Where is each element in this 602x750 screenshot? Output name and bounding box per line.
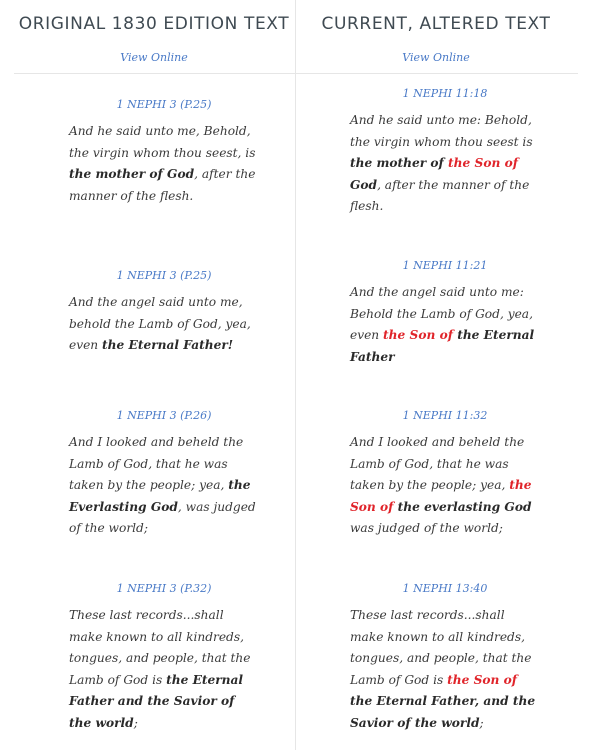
altered-entry-2-ref[interactable]: 1 NEPHI 11:21 [402, 259, 488, 272]
original-view-online-link[interactable]: View Online [120, 51, 188, 64]
original-entry-2-passage [69, 292, 259, 357]
passage-text: , was judged of the world; [69, 499, 256, 535]
emphasized-text: the Eternal Father [350, 328, 535, 364]
original-entry-2 [69, 268, 259, 357]
altered-entry-2 [350, 258, 540, 368]
original-column-title: ORIGINAL 1830 EDITION TEXT [18, 14, 290, 34]
altered-entry-1-passage [350, 110, 540, 218]
passage-text: And he said unto me, Behold, the virgin whom thou seest, is [69, 124, 256, 160]
passage-text: These last records...shall make known to all kindreds, tongues, and people, that the Lamb of God is [350, 608, 532, 687]
passage-text: And the angel said unto me, behold the Lamb of God, yea, even [69, 295, 251, 352]
passage-text: , after the manner of the flesh. [69, 167, 256, 203]
altered-column-title: CURRENT, ALTERED TEXT [321, 14, 551, 34]
altered-text-highlight: the Son of [383, 328, 453, 342]
passage-text: And the angel said unto me: Behold the Lamb of God, yea, even [350, 285, 533, 342]
altered-text-highlight: the Son of [350, 478, 532, 514]
emphasized-text: the mother of [350, 156, 449, 170]
altered-entry-3-ref[interactable]: 1 NEPHI 11:32 [402, 409, 488, 422]
altered-entry-4 [350, 581, 540, 734]
original-entry-4-passage [69, 605, 259, 734]
original-entry-4 [69, 581, 259, 734]
passage-text: These last records...shall make known to all kindreds, tongues, and people, that the Lamb of God is [69, 608, 251, 687]
passage-text: And I looked and beheld the Lamb of God, that he was taken by the people; yea, [69, 435, 244, 492]
passage-text: ; [479, 715, 484, 730]
emphasized-text: the everlasting God [393, 499, 532, 514]
altered-text-highlight: the Son of [448, 156, 518, 170]
emphasized-text: God [350, 177, 378, 192]
altered-entry-1 [350, 86, 540, 218]
original-entry-1-ref[interactable]: 1 NEPHI 3 (P.25) [116, 98, 212, 111]
passage-text: ; [133, 715, 138, 730]
passage-text: And he said unto me: Behold, the virgin whom thou seest is [350, 113, 533, 149]
altered-entry-3 [350, 408, 540, 540]
emphasized-text: the Eternal Father and the Savior of the world [69, 672, 244, 730]
passage-text: was judged of the world; [350, 521, 503, 535]
altered-text-column [296, 0, 576, 730]
original-entry-3-ref[interactable]: 1 NEPHI 3 (P.26) [116, 409, 212, 422]
column-divider [295, 0, 296, 750]
altered-entry-2-passage [350, 282, 540, 368]
passage-text: And I looked and beheld the Lamb of God, that he was taken by the people; yea, [350, 435, 525, 492]
emphasized-text: the Everlasting God [69, 478, 251, 514]
altered-entry-1-ref[interactable]: 1 NEPHI 11:18 [402, 87, 488, 100]
original-entry-4-ref[interactable]: 1 NEPHI 3 (P.32) [116, 582, 212, 595]
altered-entry-4-passage [350, 605, 540, 734]
altered-entry-4-ref[interactable]: 1 NEPHI 13:40 [402, 582, 488, 595]
altered-view-online-link[interactable]: View Online [402, 51, 470, 64]
header-divider [14, 73, 578, 74]
emphasized-text: the Eternal Father! [102, 338, 234, 352]
emphasized-text: the Eternal Father, and the Savior of the world [350, 694, 536, 730]
original-entry-1 [69, 97, 259, 207]
original-entry-2-ref[interactable]: 1 NEPHI 3 (P.25) [116, 269, 212, 282]
emphasized-text: the mother of God [69, 167, 195, 181]
original-entry-1-passage [69, 121, 259, 207]
original-text-column [14, 0, 294, 730]
passage-text: , after the manner of the flesh. [350, 177, 530, 213]
altered-entry-3-passage [350, 432, 540, 540]
altered-text-highlight: the Son of [447, 672, 517, 687]
original-entry-3 [69, 408, 259, 540]
original-entry-3-passage [69, 432, 259, 540]
